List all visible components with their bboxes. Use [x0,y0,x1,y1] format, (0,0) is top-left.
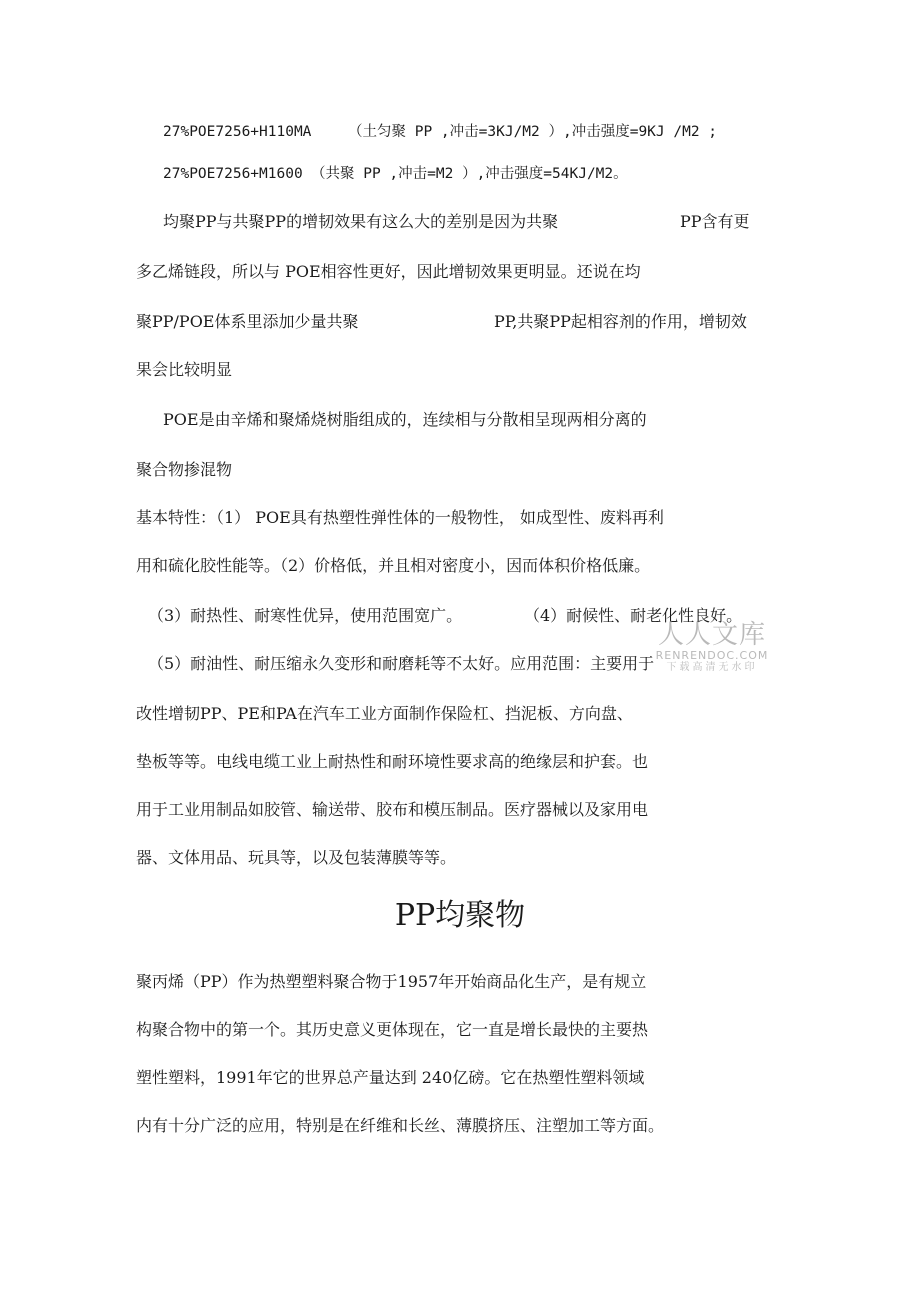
watermark-tagline: 下载高清无水印 [666,662,758,673]
text-line: 27%POE7256+M1600 [163,166,303,182]
text-line: 均聚PP与共聚PP的增韧效果有这么大的差别是因为共聚 [163,212,559,231]
text-line: 果会比较明显 [136,360,233,379]
text-line: （土匀聚 PP ,冲击=3KJ/M2 ）,冲击强度=9KJ /M2 ; [348,124,718,140]
text-line: 基本特性：（1） POE具有热塑性弹性体的一般物性， 如成型性、废料再利 [136,508,664,527]
watermark [642,620,782,674]
text-line: 聚合物掺混物 [136,460,233,479]
text-line: POE是由辛烯和聚烯烧树脂组成的，连续相与分散相呈现两相分离的 [163,410,647,429]
text-line: （3）耐热性、耐寒性优异，使用范围宽广。 [148,606,463,625]
text-line: 用和硫化胶性能等。（2）价格低，并且相对密度小，因而体积价格低廉。 [136,556,651,575]
text-line: 塑性塑料，1991年它的世界总产量达到 240亿磅。它在热塑性塑料领域 [136,1068,645,1087]
text-line: （5）耐油性、耐压缩永久变形和耐磨耗等不太好。应用范围：主要用于 [148,654,655,673]
text-line: PP,共聚PP起相容剂的作用，增韧效 [494,312,747,331]
text-line: 改性增韧PP、PE和PA在汽车工业方面制作保险杠、挡泥板、方向盘、 [136,704,633,723]
text-line: 27%POE7256+H110MA [163,124,312,140]
text-line: 聚PP/POE体系里添加少量共聚 [136,312,359,331]
watermark-logo-text: 人人文库 [657,620,766,650]
text-line: （共聚 PP ,冲击=M2 ）,冲击强度=54KJ/M2。 [311,166,628,182]
section-heading: PP均聚物 [394,898,526,933]
text-line: 垫板等等。电线电缆工业上耐热性和耐环境性要求高的绝缘层和护套。也 [136,752,649,771]
text-line: 多乙烯链段，所以与 POE相容性更好，因此增韧效果更明显。还说在均 [136,262,641,281]
text-line: （4）耐候性、耐老化性良好。 [524,606,743,625]
text-line: 聚丙烯（PP）作为热塑塑料聚合物于1957年开始商品化生产，是有规立 [136,972,647,991]
text-line: 内有十分广泛的应用，特别是在纤维和长丝、薄膜挤压、注塑加工等方面。 [136,1116,665,1135]
watermark-url: RENRENDOC.COM [655,649,769,662]
text-line: PP含有更 [680,212,750,231]
text-line: 器、文体用品、玩具等，以及包装薄膜等等。 [136,848,457,867]
text-line: 用于工业用制品如胶管、输送带、胶布和模压制品。医疗器械以及家用电 [136,800,649,819]
text-line: 构聚合物中的第一个。其历史意义更体现在，它一直是增长最快的主要热 [136,1020,649,1039]
